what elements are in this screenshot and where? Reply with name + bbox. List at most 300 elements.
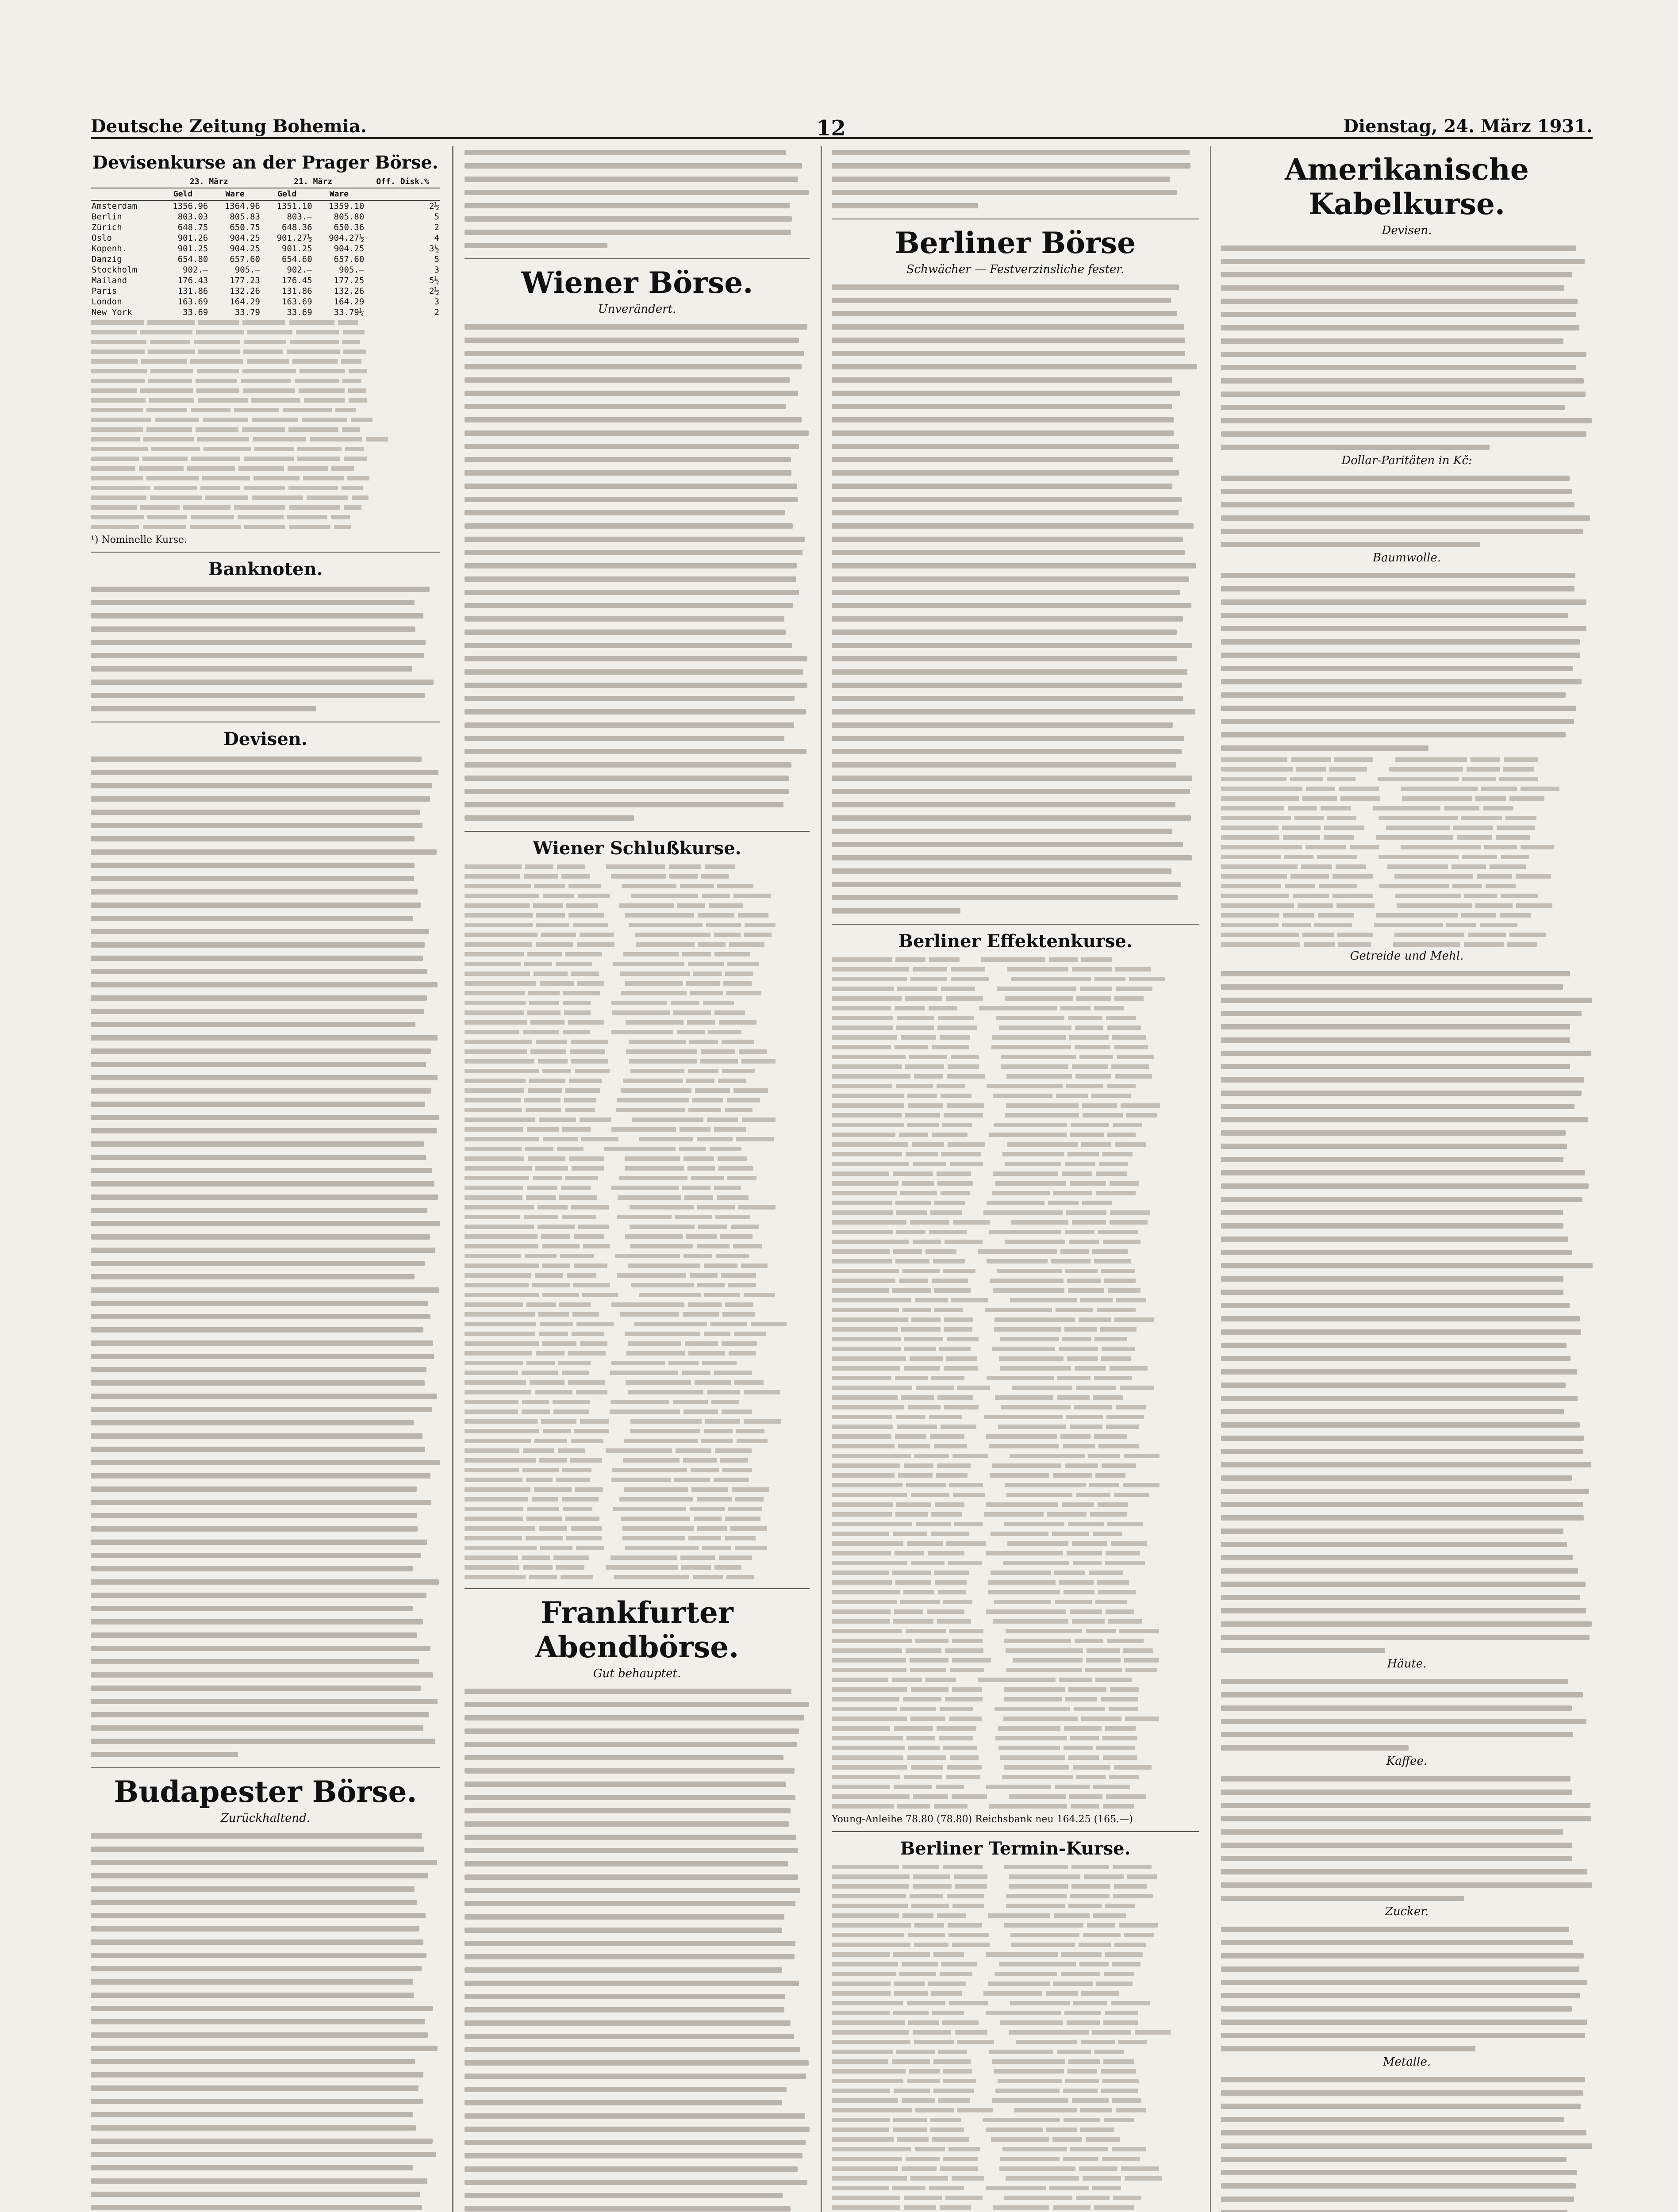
text-line bbox=[832, 811, 1199, 825]
text-line bbox=[465, 519, 810, 533]
rate-value: 4 bbox=[434, 233, 439, 243]
table-row-placeholder bbox=[832, 1587, 1199, 1597]
text-line bbox=[91, 2042, 440, 2055]
carryover-text bbox=[465, 146, 810, 252]
divider bbox=[832, 924, 1199, 925]
table-row-placeholder bbox=[832, 1578, 1199, 1587]
text-line bbox=[91, 1989, 440, 2002]
text-line bbox=[832, 519, 1199, 533]
text-line bbox=[91, 1310, 440, 1323]
text-line bbox=[832, 493, 1199, 506]
table-row-placeholder bbox=[832, 1091, 1199, 1101]
text-line bbox=[465, 2123, 810, 2136]
text-line bbox=[465, 1778, 810, 1791]
table-row-placeholder bbox=[832, 1891, 1199, 1901]
table-row-placeholder bbox=[465, 1310, 810, 1319]
table-row-placeholder bbox=[832, 2203, 1199, 2212]
table-row-placeholder bbox=[832, 1763, 1199, 1772]
text-line bbox=[91, 978, 440, 991]
text-line bbox=[832, 466, 1199, 480]
text-line bbox=[465, 146, 810, 159]
table-row-placeholder bbox=[832, 1471, 1199, 1480]
text-line bbox=[1221, 2073, 1593, 2086]
rate-value: 33.69 bbox=[183, 307, 208, 317]
text-line bbox=[465, 1764, 810, 1778]
text-line bbox=[832, 146, 1199, 159]
table-row-placeholder bbox=[832, 2096, 1199, 2105]
rate-value: 905.— bbox=[339, 265, 365, 275]
table-row-placeholder bbox=[832, 1208, 1199, 1217]
text-line bbox=[91, 1509, 440, 1522]
text-line bbox=[465, 732, 810, 745]
table-row-placeholder bbox=[465, 901, 810, 910]
text-line bbox=[1221, 388, 1593, 401]
rate-value: 901.25 bbox=[282, 244, 312, 253]
table-row-placeholder bbox=[832, 1062, 1199, 1071]
table-row-placeholder bbox=[832, 1646, 1199, 1655]
rate-value: 902.— bbox=[183, 265, 208, 275]
table-row-placeholder bbox=[832, 1636, 1199, 1646]
text-line bbox=[91, 1230, 440, 1244]
table-row-placeholder bbox=[465, 1368, 810, 1378]
table-footnote: ¹) Nominelle Kurse. bbox=[91, 534, 188, 545]
table-row-placeholder bbox=[465, 1514, 810, 1524]
table-row-placeholder bbox=[832, 1950, 1199, 1959]
section-title-effekten: Berliner Effektenkurse. bbox=[898, 931, 1133, 952]
text-line bbox=[91, 609, 440, 622]
table-row-placeholder bbox=[465, 1144, 810, 1154]
budapest-subtitle: Zurückhaltend. bbox=[220, 1812, 311, 1825]
table-row-placeholder bbox=[465, 959, 810, 969]
rate-value: 33.79 bbox=[234, 307, 260, 317]
text-line bbox=[465, 612, 810, 626]
text-line bbox=[832, 679, 1199, 692]
text-line bbox=[832, 280, 1199, 294]
text-line bbox=[91, 1655, 440, 1668]
table-row-placeholder bbox=[465, 1455, 810, 1465]
table-row-placeholder bbox=[1221, 813, 1593, 823]
table-row-placeholder bbox=[832, 1042, 1199, 1052]
text-line bbox=[1221, 2002, 1593, 2016]
rate-value: 805.80 bbox=[334, 212, 365, 222]
text-line bbox=[1221, 1551, 1593, 1564]
text-line bbox=[91, 2002, 440, 2015]
rate-value: 1351.10 bbox=[276, 201, 312, 211]
table-row-placeholder bbox=[832, 1266, 1199, 1276]
table-row-placeholder bbox=[832, 2047, 1199, 2057]
text-line bbox=[465, 798, 810, 811]
table-row-placeholder bbox=[1221, 784, 1593, 794]
text-line bbox=[1221, 569, 1593, 582]
table-row-placeholder bbox=[832, 964, 1199, 974]
text-line bbox=[1221, 1259, 1593, 1272]
text-line bbox=[1221, 334, 1593, 348]
text-line bbox=[91, 792, 440, 806]
table-row-placeholder bbox=[832, 1959, 1199, 1969]
text-line bbox=[832, 186, 1199, 199]
text-line bbox=[1221, 1286, 1593, 1299]
table-row-placeholder bbox=[832, 1402, 1199, 1412]
rate-row-placeholder bbox=[91, 493, 440, 503]
text-line bbox=[832, 159, 1199, 173]
table-row-placeholder bbox=[832, 1110, 1199, 1120]
rate-row-placeholder bbox=[91, 366, 440, 376]
text-line bbox=[1221, 1352, 1593, 1365]
wiener-subtitle: Unverändert. bbox=[598, 303, 676, 316]
table-row-placeholder bbox=[465, 1417, 810, 1426]
rate-row-placeholder bbox=[91, 357, 440, 366]
text-line bbox=[1221, 2166, 1593, 2179]
divider bbox=[832, 1831, 1199, 1832]
rate-row-placeholder bbox=[91, 415, 440, 425]
rate-value: 648.36 bbox=[282, 223, 312, 232]
text-line bbox=[91, 1936, 440, 1949]
text-line bbox=[91, 1177, 440, 1190]
table-row-placeholder bbox=[832, 2174, 1199, 2183]
banknoten-text bbox=[91, 583, 440, 715]
text-line bbox=[1221, 1631, 1593, 1644]
text-line bbox=[465, 400, 810, 413]
text-line bbox=[465, 665, 810, 679]
table-row-placeholder bbox=[465, 1553, 810, 1563]
text-line bbox=[1221, 485, 1593, 498]
text-line bbox=[1221, 1865, 1593, 1878]
text-line bbox=[465, 2043, 810, 2056]
rate-value: 803.03 bbox=[177, 212, 208, 222]
text-line bbox=[465, 320, 810, 334]
text-line bbox=[91, 1336, 440, 1350]
table-row-placeholder bbox=[465, 1290, 810, 1300]
table-row-placeholder bbox=[832, 1743, 1199, 1753]
table-row-placeholder bbox=[465, 1475, 810, 1485]
baumwolle-text bbox=[1221, 569, 1593, 755]
text-line bbox=[1221, 1246, 1593, 1259]
table-row-placeholder bbox=[832, 1286, 1199, 1295]
text-line bbox=[1221, 622, 1593, 635]
text-line bbox=[832, 334, 1199, 347]
text-line bbox=[465, 2070, 810, 2083]
text-line bbox=[91, 1682, 440, 1695]
table-row-placeholder bbox=[832, 1694, 1199, 1704]
rate-value: 1359.10 bbox=[329, 201, 365, 211]
text-line bbox=[91, 1668, 440, 1682]
text-line bbox=[91, 662, 440, 676]
rate-value: 904.25 bbox=[334, 244, 365, 253]
rate-currency: Kopenh. bbox=[92, 244, 127, 253]
rate-value: 654.60 bbox=[282, 254, 312, 264]
text-line bbox=[1221, 980, 1593, 994]
text-line bbox=[465, 1831, 810, 1844]
effekten-footer: Young-Anleihe 78.80 (78.80) Reichsbank neu 164.25 (165.—) bbox=[832, 1814, 1133, 1825]
text-line bbox=[1221, 728, 1593, 741]
text-line bbox=[1221, 401, 1593, 414]
rate-value: 177.23 bbox=[230, 276, 260, 285]
table-row-placeholder bbox=[1221, 920, 1593, 930]
budapest-text bbox=[91, 1829, 440, 2212]
rate-row-placeholder bbox=[91, 405, 440, 415]
column-4 bbox=[1221, 146, 1593, 2212]
table-row-placeholder bbox=[465, 1076, 810, 1086]
text-line bbox=[465, 1711, 810, 1724]
table-row-placeholder bbox=[465, 1572, 810, 1582]
text-line bbox=[1221, 268, 1593, 281]
table-row-placeholder bbox=[832, 1363, 1199, 1373]
rate-row bbox=[91, 200, 440, 211]
text-line bbox=[91, 806, 440, 819]
text-line bbox=[1221, 1379, 1593, 1392]
table-row-placeholder bbox=[832, 1801, 1199, 1811]
table-row-placeholder bbox=[465, 1543, 810, 1553]
section-title-budapest: Budapester Börse. bbox=[114, 1774, 417, 1809]
text-line bbox=[91, 885, 440, 899]
text-line bbox=[465, 639, 810, 652]
text-line bbox=[1221, 1591, 1593, 1604]
table-row-placeholder bbox=[832, 1655, 1199, 1665]
text-line bbox=[91, 965, 440, 978]
rate-value: 650.36 bbox=[334, 223, 365, 232]
column-rule bbox=[1210, 146, 1211, 2212]
table-row-placeholder bbox=[465, 1378, 810, 1387]
text-line bbox=[832, 572, 1199, 586]
section-title-wiener: Wiener Börse. bbox=[521, 265, 753, 300]
text-line bbox=[1221, 1299, 1593, 1312]
table-row-placeholder bbox=[832, 1305, 1199, 1315]
rate-row-placeholder bbox=[91, 318, 440, 327]
text-line bbox=[465, 2109, 810, 2123]
text-line bbox=[1221, 2179, 1593, 2193]
text-line bbox=[832, 705, 1199, 718]
text-line bbox=[91, 1204, 440, 1217]
table-row-placeholder bbox=[832, 1276, 1199, 1286]
rate-value: 131.86 bbox=[177, 286, 208, 296]
text-line bbox=[832, 864, 1199, 878]
zucker-text bbox=[1221, 1923, 1593, 2055]
frankfurter-text bbox=[465, 1685, 810, 2212]
text-line bbox=[465, 334, 810, 347]
section-title-prague-devisen: Devisenkurse an der Prager Börse. bbox=[92, 152, 438, 173]
section-title-wiener-schluss: Wiener Schlußkurse. bbox=[533, 838, 741, 859]
table-row-placeholder bbox=[832, 1227, 1199, 1237]
text-line bbox=[1221, 498, 1593, 511]
table-row-placeholder bbox=[465, 979, 810, 988]
text-line bbox=[832, 400, 1199, 413]
rate-row-placeholder bbox=[91, 425, 440, 434]
table-row-placeholder bbox=[465, 1056, 810, 1066]
table-row-placeholder bbox=[465, 881, 810, 891]
rate-row-placeholder bbox=[91, 522, 440, 532]
table-row-placeholder bbox=[465, 1173, 810, 1183]
text-line bbox=[91, 2081, 440, 2095]
rate-value: 904.25 bbox=[230, 233, 260, 243]
text-line bbox=[91, 1949, 440, 1962]
text-line bbox=[91, 2148, 440, 2161]
rate-row-placeholder bbox=[91, 434, 440, 444]
text-line bbox=[465, 586, 810, 599]
text-line bbox=[832, 307, 1199, 320]
text-line bbox=[465, 1977, 810, 1990]
table-row-placeholder bbox=[832, 2076, 1199, 2086]
text-line bbox=[465, 212, 810, 226]
text-line bbox=[1221, 538, 1593, 551]
text-line bbox=[1221, 1772, 1593, 1786]
text-line bbox=[1221, 1140, 1593, 1153]
table-row-placeholder bbox=[832, 1354, 1199, 1363]
text-line bbox=[465, 572, 810, 586]
text-line bbox=[1221, 1219, 1593, 1233]
rate-currency: Paris bbox=[92, 286, 117, 296]
text-line bbox=[1221, 1578, 1593, 1591]
table-row-placeholder bbox=[832, 1724, 1199, 1733]
table-row-placeholder bbox=[832, 2183, 1199, 2193]
text-line bbox=[91, 1482, 440, 1496]
table-row-placeholder bbox=[832, 1519, 1199, 1529]
text-line bbox=[91, 1695, 440, 1708]
table-row-placeholder bbox=[1221, 862, 1593, 872]
text-line bbox=[1221, 1325, 1593, 1339]
rate-row-placeholder bbox=[91, 444, 440, 454]
table-row-placeholder bbox=[832, 1940, 1199, 1950]
table-row-placeholder bbox=[465, 988, 810, 998]
table-row-placeholder bbox=[465, 910, 810, 920]
text-line bbox=[465, 1884, 810, 1897]
text-line bbox=[91, 1443, 440, 1456]
text-line bbox=[832, 533, 1199, 546]
text-line bbox=[91, 1469, 440, 1482]
table-row-placeholder bbox=[832, 2037, 1199, 2047]
col-off-disk: Off. Disk.% bbox=[365, 176, 440, 188]
table-row-placeholder bbox=[832, 2193, 1199, 2203]
text-line bbox=[465, 426, 810, 440]
table-row-placeholder bbox=[832, 1315, 1199, 1325]
table-row-placeholder bbox=[832, 1120, 1199, 1130]
table-row-placeholder bbox=[465, 1533, 810, 1543]
text-line bbox=[465, 2030, 810, 2043]
text-line bbox=[1221, 427, 1593, 441]
table-row-placeholder bbox=[832, 1772, 1199, 1782]
table-row-placeholder bbox=[465, 862, 810, 872]
table-row-placeholder bbox=[465, 891, 810, 901]
text-line bbox=[1221, 1432, 1593, 1445]
table-row-placeholder bbox=[832, 1451, 1199, 1461]
text-line bbox=[91, 676, 440, 689]
table-row-placeholder bbox=[832, 1217, 1199, 1227]
table-row-placeholder bbox=[832, 1733, 1199, 1743]
table-row-placeholder bbox=[465, 1504, 810, 1514]
text-line bbox=[465, 1817, 810, 1831]
table-row-placeholder bbox=[465, 1183, 810, 1193]
metalle-heading: Metalle. bbox=[1382, 2055, 1431, 2069]
table-row-placeholder bbox=[832, 1149, 1199, 1159]
text-line bbox=[1221, 1060, 1593, 1073]
text-line bbox=[91, 702, 440, 715]
text-line bbox=[91, 689, 440, 702]
table-row-placeholder bbox=[832, 1412, 1199, 1422]
text-line bbox=[1221, 1418, 1593, 1432]
rate-row bbox=[91, 243, 440, 254]
column-rule bbox=[821, 146, 822, 2212]
rate-value: 2½ bbox=[429, 286, 439, 296]
col-group-b: 21. März bbox=[261, 176, 365, 188]
rate-row bbox=[91, 275, 440, 286]
text-line bbox=[832, 626, 1199, 639]
text-line bbox=[91, 1111, 440, 1124]
text-line bbox=[832, 599, 1199, 612]
text-line bbox=[91, 2028, 440, 2042]
text-line bbox=[465, 493, 810, 506]
text-line bbox=[465, 692, 810, 705]
column-3 bbox=[832, 146, 1199, 2212]
table-row-placeholder bbox=[465, 1018, 810, 1027]
table-row-placeholder bbox=[832, 1500, 1199, 1509]
table-row-placeholder bbox=[832, 1480, 1199, 1490]
dollar-paritaeten-text bbox=[1221, 472, 1593, 551]
rate-value: 131.86 bbox=[282, 286, 312, 296]
text-line bbox=[465, 679, 810, 692]
rates-table-remaining bbox=[91, 318, 440, 532]
table-row-placeholder bbox=[465, 1222, 810, 1232]
table-row-placeholder bbox=[832, 1325, 1199, 1334]
rate-value: 163.69 bbox=[282, 297, 312, 307]
text-line bbox=[91, 1190, 440, 1204]
table-row-placeholder bbox=[465, 1280, 810, 1290]
table-row-placeholder bbox=[832, 2086, 1199, 2096]
rate-currency: London bbox=[92, 297, 122, 307]
table-row-placeholder bbox=[832, 1295, 1199, 1305]
text-line bbox=[832, 891, 1199, 904]
text-line bbox=[1221, 308, 1593, 321]
table-row-placeholder bbox=[465, 1212, 810, 1222]
text-line bbox=[1221, 441, 1593, 454]
table-row-placeholder bbox=[1221, 852, 1593, 862]
text-line bbox=[91, 1909, 440, 1922]
text-line bbox=[832, 639, 1199, 652]
text-line bbox=[1221, 1405, 1593, 1418]
col-geld: Geld bbox=[261, 188, 313, 200]
column-rule bbox=[452, 146, 453, 2212]
text-line bbox=[465, 480, 810, 493]
text-line bbox=[1221, 2100, 1593, 2113]
text-line bbox=[91, 1496, 440, 1509]
table-row-placeholder bbox=[832, 1911, 1199, 1920]
rate-currency: Berlin bbox=[92, 212, 122, 222]
text-line bbox=[91, 1882, 440, 1896]
table-row-placeholder bbox=[832, 1071, 1199, 1081]
text-line bbox=[91, 1896, 440, 1909]
rate-value: 2 bbox=[434, 223, 439, 232]
rate-value: 1356.96 bbox=[173, 201, 208, 211]
table-row-placeholder bbox=[832, 1344, 1199, 1354]
rate-row bbox=[91, 307, 440, 318]
text-line bbox=[1221, 1365, 1593, 1379]
text-line bbox=[1221, 715, 1593, 728]
text-line bbox=[91, 1829, 440, 1843]
text-line bbox=[832, 825, 1199, 838]
text-line bbox=[1221, 361, 1593, 374]
table-row-placeholder bbox=[832, 2164, 1199, 2174]
col-group-a: 23. März bbox=[157, 176, 261, 188]
text-line bbox=[465, 440, 810, 453]
text-line bbox=[91, 1323, 440, 1336]
text-line bbox=[832, 838, 1199, 851]
text-line bbox=[91, 1217, 440, 1230]
rate-row bbox=[91, 254, 440, 265]
text-line bbox=[1221, 1166, 1593, 1179]
rate-row-placeholder bbox=[91, 483, 440, 493]
table-row-placeholder bbox=[832, 2154, 1199, 2164]
text-line bbox=[1221, 1564, 1593, 1578]
text-line bbox=[91, 1137, 440, 1151]
text-line bbox=[91, 991, 440, 1005]
